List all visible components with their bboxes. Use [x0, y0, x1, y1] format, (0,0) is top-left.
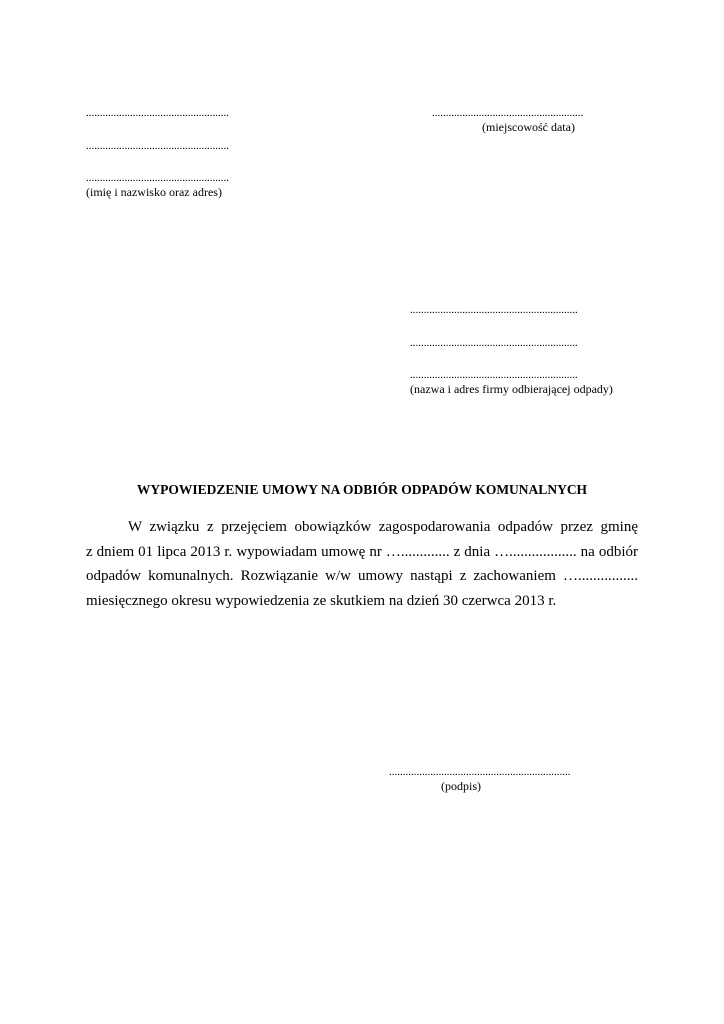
place-date-caption: (miejscowość data) — [482, 120, 575, 134]
recipient-name-line: ............................................................. — [410, 304, 578, 316]
signature-caption: (podpis) — [441, 779, 481, 793]
sender-name-line: .................................................... — [86, 107, 229, 119]
place-date-line: ....................................................... — [432, 107, 584, 119]
signature-line: .................................................................. — [389, 766, 571, 778]
sender-address-line-1: .................................................... — [86, 140, 229, 152]
body-line-2: z dniem 01 lipca 2013 r. wypowiadam umowę nr …............. z dnia ….................. na odbiór — [86, 543, 638, 560]
body-line-3: odpadów komunalnych. Rozwiązanie w/w umowy nastąpi z zachowaniem …................ — [86, 568, 638, 584]
document-body — [86, 515, 638, 613]
sender-caption: (imię i nazwisko oraz adres) — [86, 185, 222, 199]
recipient-caption: (nazwa i adres firmy odbierającej odpady) — [410, 382, 613, 396]
recipient-address-line-1: ............................................................. — [410, 337, 578, 349]
body-line-4: miesięcznego okresu wypowiedzenia ze skutkiem na dzień 30 czerwca 2013 r. — [86, 592, 557, 609]
document-title: WYPOWIEDZENIE UMOWY NA ODBIÓR ODPADÓW KOMUNALNYCH — [136, 482, 588, 497]
sender-address-line-2: .................................................... — [86, 172, 229, 184]
body-line-1: W związku z przejęciem obowiązków zagospodarowania odpadów przez gminę — [128, 519, 638, 535]
recipient-address-line-2: ............................................................. — [410, 369, 578, 381]
